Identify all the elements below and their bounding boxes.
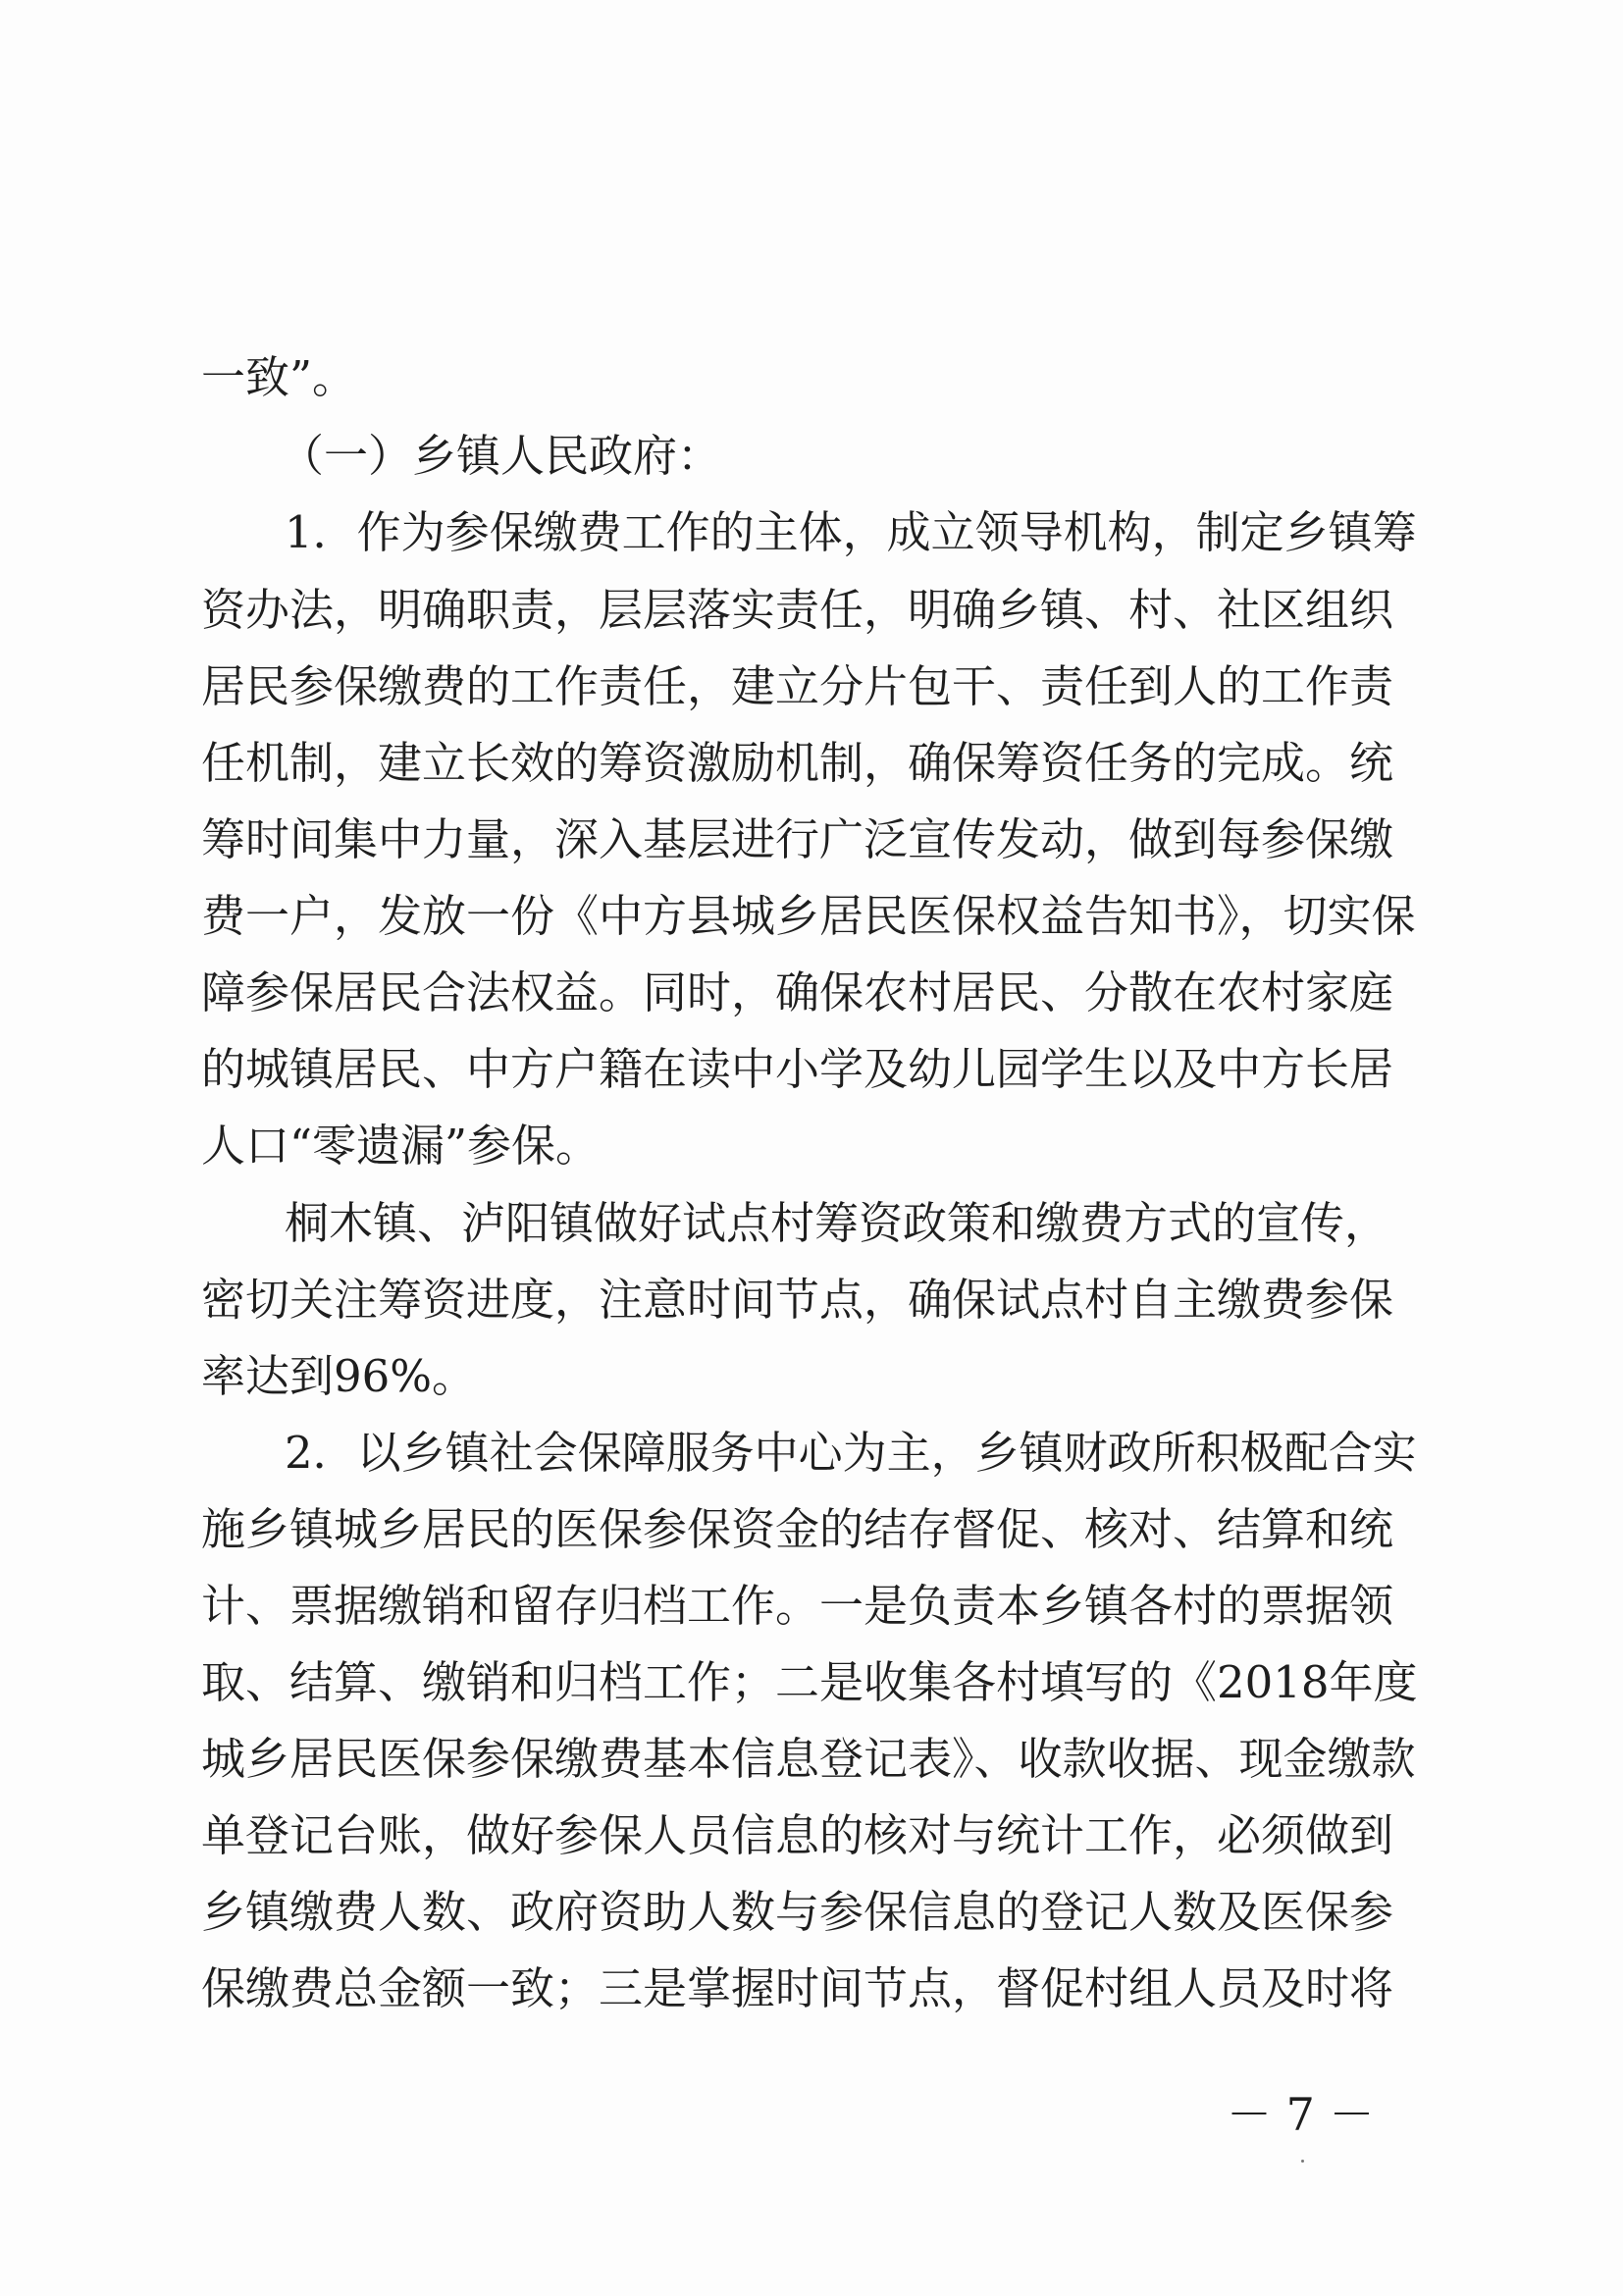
text-line: 人口“零遗漏”参保。 (201, 1120, 601, 1172)
text-line: 任机制，建立长效的筹资激励机制，确保筹资任务的完成。统 (201, 737, 1394, 789)
text-line: 一致”。 (201, 351, 357, 403)
text-line: 桐木镇、泸阳镇做好试点村筹资政策和缴费方式的宣传， (285, 1197, 1389, 1249)
text-line: 居民参保缴费的工作责任，建立分片包干、责任到人的工作责 (201, 660, 1394, 712)
text-line: 计、票据缴销和留存归档工作。一是负责本乡镇各村的票据领 (201, 1580, 1394, 1632)
text-line: 单登记台账，做好参保人员信息的核对与统计工作，必须做到 (201, 1809, 1394, 1861)
text-line: 城乡居民医保参保缴费基本信息登记表》、收款收据、现金缴款 (201, 1733, 1416, 1785)
text-line: 率达到96%。 (201, 1350, 477, 1402)
text-line: 1．作为参保缴费工作的主体，成立领导机构，制定乡镇筹 (285, 506, 1417, 558)
text-line: 资办法，明确职责，层层落实责任，明确乡镇、村、社区组织 (201, 584, 1394, 636)
text-line: 保缴费总金额一致；三是掌握时间节点，督促村组人员及时将 (201, 1962, 1394, 2014)
page-number: － 7 － (1227, 2088, 1375, 2141)
text-line: 的城镇居民、中方户籍在读中小学及幼儿园学生以及中方长居 (201, 1043, 1394, 1095)
text-line: 乡镇缴费人数、政府资助人数与参保信息的登记人数及医保参 (201, 1886, 1394, 1938)
text-line: 2．以乡镇社会保障服务中心为主，乡镇财政所积极配合实 (285, 1427, 1417, 1479)
text-line: 取、结算、缴销和归档工作；二是收集各村填写的《2018年度 (201, 1656, 1418, 1708)
text-line: 筹时间集中力量，深入基层进行广泛宣传发动，做到每参保缴 (201, 813, 1394, 865)
text-line: 障参保居民合法权益。同时，确保农村居民、分散在农村家庭 (201, 966, 1394, 1018)
text-line: 费一户，发放一份《中方县城乡居民医保权益告知书》，切实保 (201, 890, 1416, 942)
section-heading: （一）乡镇人民政府： (280, 430, 722, 482)
scan-speck (1301, 2160, 1304, 2163)
text-line: 密切关注筹资进度，注意时间节点，确保试点村自主缴费参保 (201, 1274, 1394, 1326)
text-line: 施乡镇城乡居民的医保参保资金的结存督促、核对、结算和统 (201, 1503, 1394, 1555)
